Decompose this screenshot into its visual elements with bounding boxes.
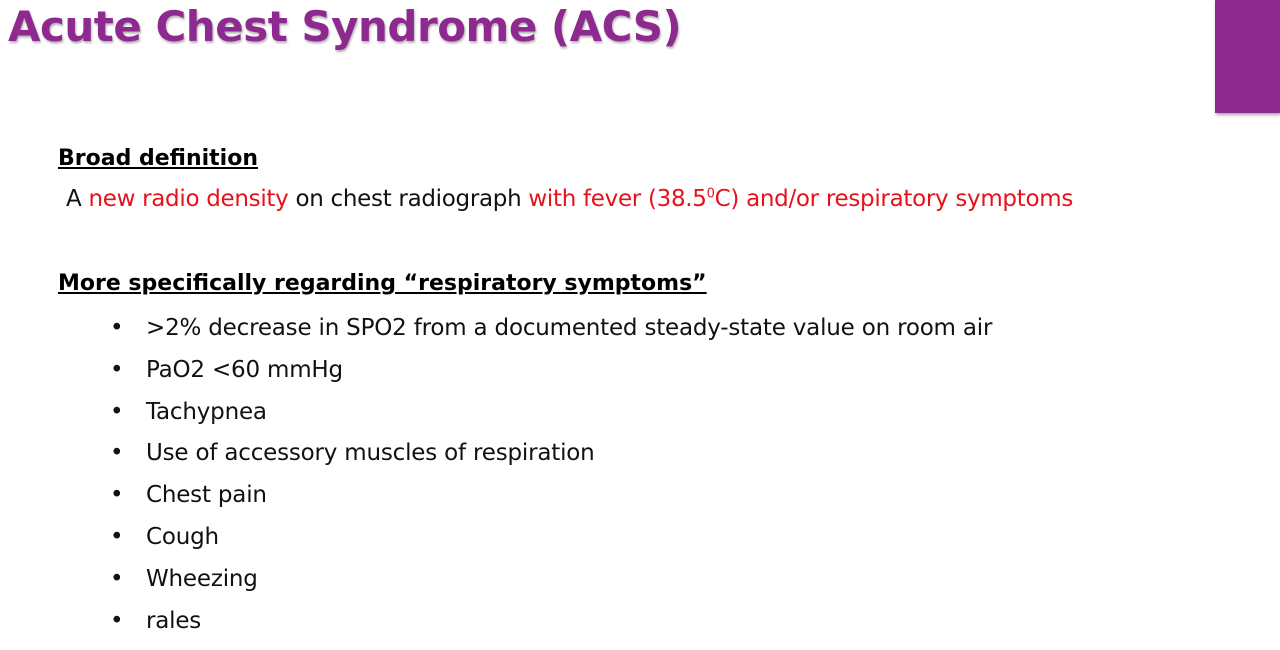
list-item: • Wheezing: [110, 565, 258, 592]
list-item: • Tachypnea: [110, 398, 267, 425]
list-item-text: Wheezing: [146, 565, 258, 592]
def-highlight: new radio density: [88, 186, 289, 212]
list-item-text: Cough: [146, 523, 219, 550]
list-item-text: PaO2 <60 mmHg: [146, 356, 343, 383]
accent-bar: [1215, 0, 1280, 113]
def-highlight: [528, 186, 1073, 212]
list-item-text: >2% decrease in SPO2 from a documented steady-state value on room air: [146, 315, 993, 341]
list-item: • Chest pain: [110, 482, 267, 509]
list-item-text: Use of accessory muscles of respiration: [146, 440, 595, 467]
list-item: • rales: [110, 607, 202, 634]
list-item-text: Chest pain: [146, 482, 267, 509]
list-item: • Use of accessory muscles of respiration: [110, 440, 595, 467]
def-part: A: [66, 186, 89, 212]
def-part: on chest radiograph: [288, 186, 529, 212]
slide-title: Acute Chest Syndrome (ACS): [8, 2, 682, 51]
broad-definition-heading: Broad definition: [58, 146, 258, 171]
list-item: • PaO2 <60 mmHg: [110, 356, 343, 383]
list-item: • Cough: [110, 523, 219, 550]
specific-heading: More specifically regarding “respiratory symptoms”: [58, 271, 707, 296]
symptom-list: [110, 310, 992, 644]
list-item-text: Tachypnea: [146, 398, 267, 425]
def-fever-rest: C) and/or respiratory symptoms: [714, 186, 1074, 212]
broad-definition-text: [66, 186, 1073, 212]
def-fever: with fever (38.5: [528, 186, 707, 212]
list-item-text: rales: [146, 607, 202, 634]
list-item: • >2% decrease in SPO2 from a documented steady-state value on room air: [110, 315, 993, 341]
def-degree: 0: [706, 186, 715, 202]
